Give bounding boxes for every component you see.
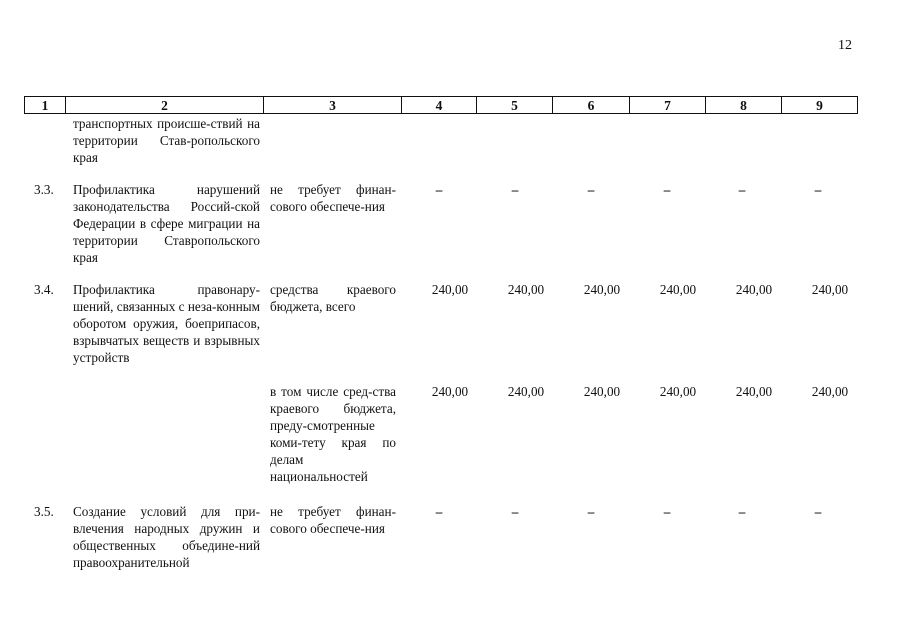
header-col-5: 5 <box>511 98 518 113</box>
value-col-8: – <box>738 504 746 519</box>
value-col-6: 240,00 <box>583 282 621 297</box>
value-col-9: 240,00 <box>811 384 849 399</box>
row-number: 3.3. <box>34 182 54 197</box>
table-header-row <box>24 96 858 114</box>
value-col-7: – <box>663 182 671 197</box>
row-description: Профилактика нарушений законодательства Россий-ской Федерации в сфере миграции на территории Ставропольского края <box>73 182 260 265</box>
header-col-7: 7 <box>664 98 671 113</box>
continuation-text: транспортных происше-ствий на территории Став-ропольского края <box>73 116 260 165</box>
value-col-5: – <box>511 182 519 197</box>
value-col-7: 240,00 <box>659 282 697 297</box>
value-col-5: 240,00 <box>507 384 545 399</box>
value-col-8: 240,00 <box>735 384 773 399</box>
page-number: 12 <box>838 38 852 53</box>
row-description: Создание условий для при-влечения народных дружин и общественных объедине-ний правоохранительной <box>73 504 260 570</box>
header-col-4: 4 <box>435 98 443 113</box>
value-col-6: 240,00 <box>583 384 621 399</box>
header-col-9: 9 <box>816 98 823 113</box>
row-description: Профилактика правонару-шений, связанных с неза-конным оборотом оружия, боеприпасов, взрывчатых веществ и взрывных устройств <box>73 282 261 365</box>
header-col-2: 2 <box>161 98 168 113</box>
row-funding-source: не требует финан-сового обеспече-ния <box>270 182 396 214</box>
row-funding-source: не требует финан-сового обеспече-ния <box>270 504 396 536</box>
value-col-7: 240,00 <box>659 384 697 399</box>
header-col-1: 1 <box>41 98 49 113</box>
row-funding-source: в том числе сред-ства краевого бюджета, преду-смотренные коми-тету края по делам национальностей <box>270 384 396 484</box>
value-col-4: 240,00 <box>431 384 469 399</box>
value-col-9: 240,00 <box>811 282 849 297</box>
value-col-6: – <box>587 182 595 197</box>
row-funding-source: средства краевого бюджета, всего <box>270 282 396 314</box>
row-number: 3.4. <box>34 282 54 297</box>
value-col-9: – <box>814 182 822 197</box>
value-col-5: – <box>511 504 519 519</box>
value-col-7: – <box>663 504 671 519</box>
value-col-4: 240,00 <box>431 282 469 297</box>
value-col-5: 240,00 <box>507 282 545 297</box>
row-number: 3.5. <box>34 504 54 519</box>
value-col-4: – <box>435 504 443 519</box>
value-col-8: 240,00 <box>735 282 773 297</box>
value-col-9: – <box>814 504 822 519</box>
header-col-8: 8 <box>740 98 747 113</box>
value-col-4: – <box>435 182 443 197</box>
header-col-3: 3 <box>329 98 336 113</box>
header-col-6: 6 <box>587 98 595 113</box>
value-col-8: – <box>738 182 746 197</box>
value-col-6: – <box>587 504 595 519</box>
